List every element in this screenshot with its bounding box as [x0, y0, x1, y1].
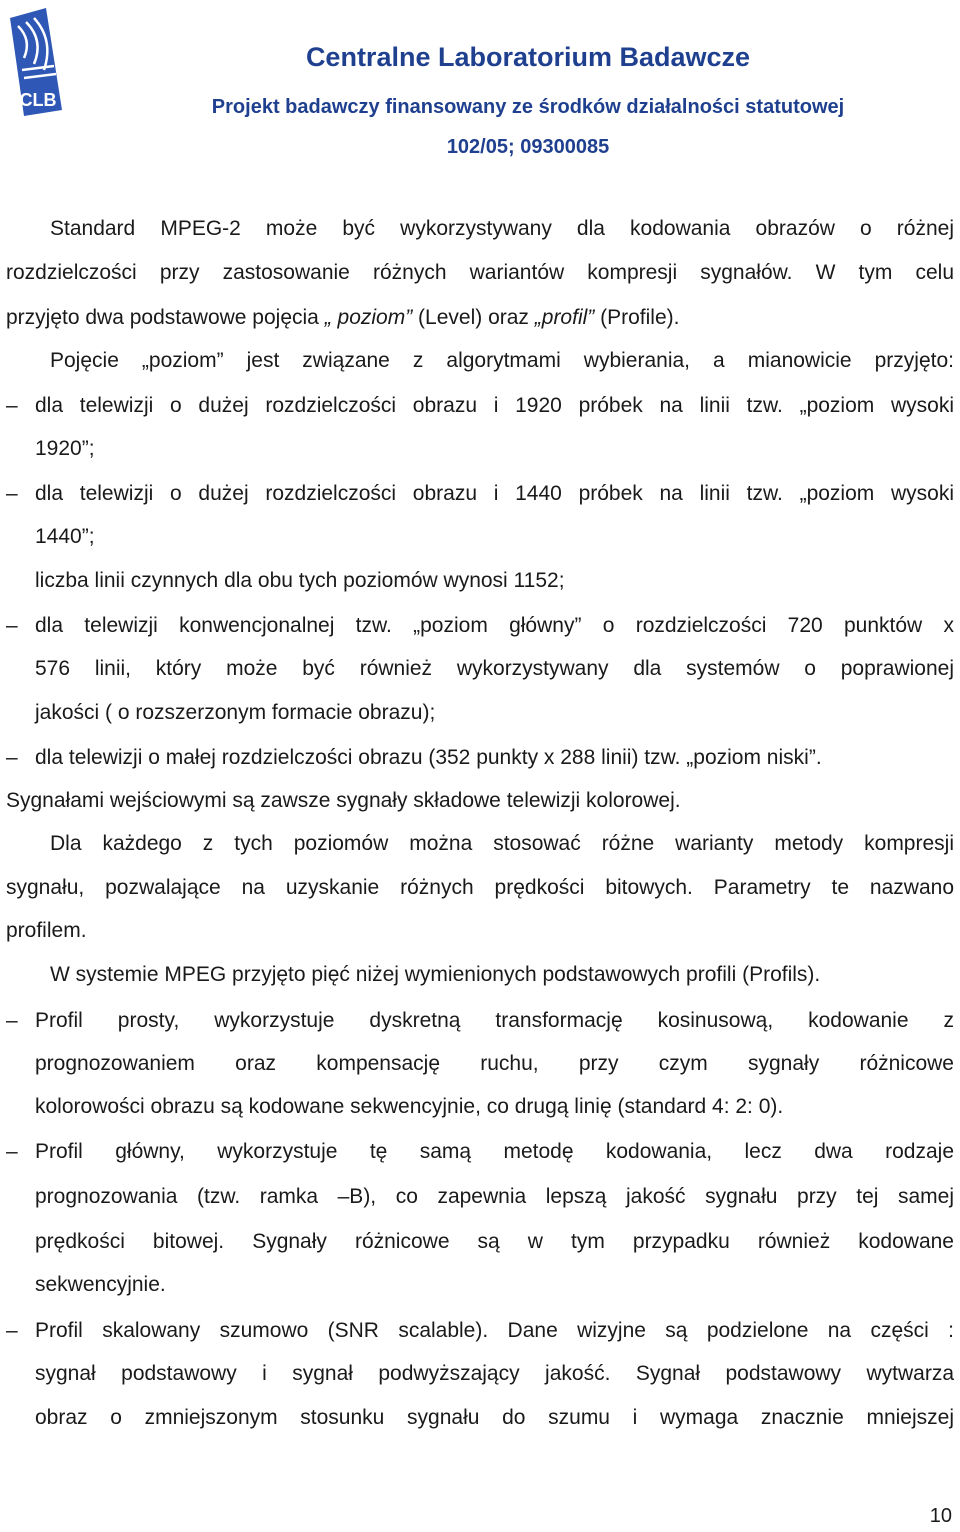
text-line: prognozowaniem oraz kompensację ruchu, przy czym sygnały różnicowe [35, 1052, 954, 1075]
text-line: dla telewizji o małej rozdzielczości obrazu (352 punkty x 288 linii) tzw. „poziom niski”. [35, 746, 822, 769]
text-line: dla telewizji konwencjonalnej tzw. „poziom główny” o rozdzielczości 720 punktów x [35, 614, 954, 637]
text-line: Profil główny, wykorzystuje tę samą metodę kodowania, lecz dwa rodzaje [35, 1140, 954, 1163]
text-line: 576 linii, który może być również wykorzystywany dla systemów o poprawionej [35, 657, 954, 680]
dash-bullet: – [6, 482, 18, 505]
text-line: W systemie MPEG przyjęto pięć niżej wymienionych podstawowych profili (Profils). [50, 963, 821, 986]
text-line: 1920”; [35, 437, 95, 460]
text-line: dla telewizji o dużej rozdzielczości obrazu i 1440 próbek na linii tzw. „poziom wysoki [35, 482, 954, 505]
text-line: profilem. [6, 919, 87, 942]
text-line: kolorowości obrazu są kodowane sekwencyjnie, co drugą linię (standard 4: 2: 0). [35, 1095, 784, 1118]
dash-bullet: – [6, 394, 18, 417]
text-line: 1440”; [35, 525, 95, 548]
text-line: prognozowania (tzw. ramka –B), co zapewnia lepszą jakość sygnału przy tej samej [35, 1185, 954, 1208]
dash-bullet: – [6, 746, 18, 769]
text-line: sygnał podstawowy i sygnał podwyższający jakość. Sygnał podstawowy wytwarza [35, 1362, 954, 1385]
dash-bullet: – [6, 614, 18, 637]
page-number: 10 [929, 1505, 952, 1527]
text-line: jakości ( o rozszerzonym formacie obrazu); [35, 701, 436, 724]
text-line: liczba linii czynnych dla obu tych poziomów wynosi 1152; [35, 569, 565, 592]
project-number: 102/05; 09300085 [446, 136, 610, 158]
text-line: Profil prosty, wykorzystuje dyskretną transformację kosinusową, kodowanie z [35, 1009, 954, 1032]
text-line: Standard MPEG-2 może być wykorzystywany dla kodowania obrazów o różnej [50, 217, 954, 240]
text-line: Profil skalowany szumowo (SNR scalable). Dane wizyjne są podzielone na części : [35, 1319, 954, 1342]
text-line: obraz o zmniejszonym stosunku sygnału do szumu i wymaga znacznie mniejszej [35, 1406, 954, 1429]
text-line: dla telewizji o dużej rozdzielczości obrazu i 1920 próbek na linii tzw. „poziom wysoki [35, 394, 954, 417]
dash-bullet: – [6, 1009, 18, 1032]
institution-name: Centralne Laboratorium Badawcze [305, 42, 751, 72]
text-line: Pojęcie „poziom” jest związane z algorytmami wybierania, a mianowicie przyjęto: [50, 349, 954, 372]
text-line: prędkości bitowej. Sygnały różnicowe są w tym przypadku również kodowane [35, 1230, 954, 1253]
text-line: Sygnałami wejściowymi są zawsze sygnały składowe telewizji kolorowej. [6, 789, 681, 812]
project-title: Projekt badawczy finansowany ze środków działalności statutowej [211, 96, 845, 118]
logo-letters: CLB [19, 90, 57, 110]
text-line: przyjęto dwa podstawowe pojęcia „ poziom” (Level) oraz „profil” (Profile). [6, 306, 680, 329]
text-line: rozdzielczości przy zastosowanie różnych wariantów kompresji sygnałów. W tym celu [6, 261, 954, 284]
text-line: sygnału, pozwalające na uzyskanie różnych prędkości bitowych. Parametry te nazwano [6, 876, 954, 899]
text-line: Dla każdego z tych poziomów można stosować różne warianty metody kompresji [50, 832, 954, 855]
dash-bullet: – [6, 1140, 18, 1163]
dash-bullet: – [6, 1319, 18, 1342]
text-line: sekwencyjnie. [35, 1273, 166, 1296]
